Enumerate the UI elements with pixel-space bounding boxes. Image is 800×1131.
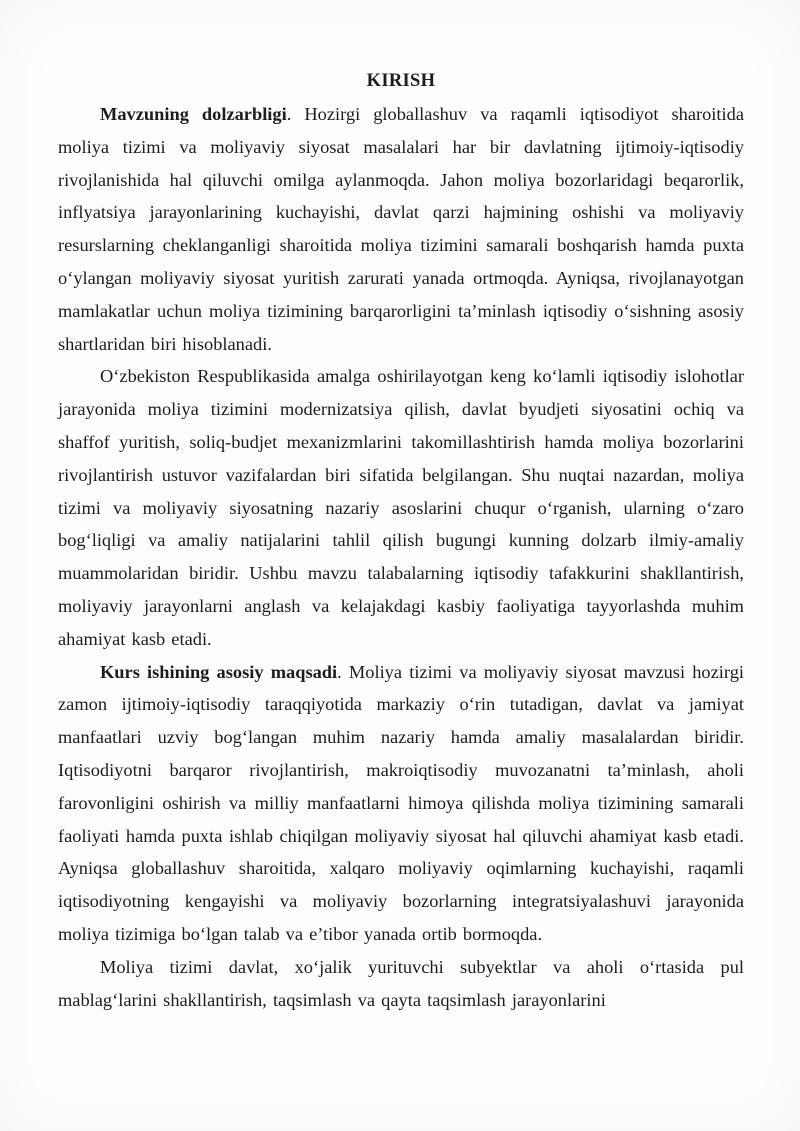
paragraph-uzbekistan-reforms — [58, 360, 744, 655]
paragraph-lead-bold: Mavzuning dolzarbligi — [100, 104, 287, 124]
document-heading: KIRISH — [366, 71, 436, 91]
paragraph-text: Moliya tizimi davlat, xo‘jalik yurituvchi subyektlar va aholi o‘rtasida pul mablag‘larini shakllantirish, taqsimlash va qayta taqsimlash jarayonlarini — [58, 956, 744, 1010]
paragraph-topicality — [58, 98, 744, 360]
paragraph-text: . Moliya tizimi va moliyaviy siyosat mavzusi hozirgi zamon ijtimoiy-iqtisodiy taraqqiyotida markaziy o‘rin tutadigan, davlat va jamiyat manfaatlari uzviy bog‘langan muhim nazariy hamda amaliy masalalardan biridir. Iqtisodiyotni barqaror rivojlantirish, makroiqtisodiy muvozanatni ta’minlash, aholi farovonligini oshirish va milliy manfaatlarni himoya qilishda moliya tizimining samarali faoliyati hamda puxta ishlab chiqilgan moliyaviy siyosat hal qiluvchi ahamiyat kasb etadi. Ayniqsa globallashuv sharoitida, xalqaro moliyaviy oqimlarning kuchayishi, raqamli iqtisodiyotning kengayishi va moliyaviy bozorlarning integratsiyalashuvi jarayonida moliya tizimiga bo‘lgan talab va e’tibor yanada ortib bormoqda. — [58, 661, 744, 944]
paragraph-finance-system — [58, 951, 744, 1017]
paragraph-text: . Hozirgi globallashuv va raqamli iqtisodiyot sharoitida moliya tizimi va moliyaviy siyosat masalalari har bir davlatning ijtimoiy-iqtisodiy rivojlanishida hal qiluvchi omilga aylanmoqda. Jahon moliya bozorlaridagi beqarorlik, inflyatsiya jarayonlarining kuchayishi, davlat qarzi hajmining oshishi va moliyaviy resurslarning cheklanganligi sharoitida moliya tizimini samarali boshqarish hamda puxta o‘ylangan moliyaviy siyosat yuritish zarurati yanada ortmoqda. Ayniqsa, rivojlanayotgan mamlakatlar uchun moliya tizimining barqarorligini ta’minlash iqtisodiy o‘sishning asosiy shartlaridan biri hisoblanadi. — [58, 104, 744, 354]
paragraph-course-goal — [58, 656, 744, 951]
paragraph-lead-bold: Kurs ishining asosiy maqsadi — [100, 661, 338, 682]
paragraph-text: O‘zbekiston Respublikasida amalga oshirilayotgan keng ko‘lamli iqtisodiy islohotlar jarayonida moliya tizimini modernizatsiya qilish, davlat byudjeti siyosatini ochiq va shaffof yuritish, soliq-budjet mexanizmlarini takomillashtirish hamda moliya bozorlarini rivojlantirish ustuvor vazifalardan biri sifatida belgilangan. Shu nuqtai nazardan, moliya tizimi va moliyaviy siyosatning nazariy asoslarini chuqur o‘rganish, ularning o‘zaro bog‘liqligi va amaliy natijalarini tahlil qilish bugungi kunning dolzarb ilmiy-amaliy muammolaridan biridir. Ushbu mavzu talabalarning iqtisodiy tafakkurini shakllantirish, moliyaviy jarayonlarni anglash va kelajakdagi kasbiy faoliyatiga tayyorlashda muhim ahamiyat kasb etadi. — [58, 366, 744, 649]
